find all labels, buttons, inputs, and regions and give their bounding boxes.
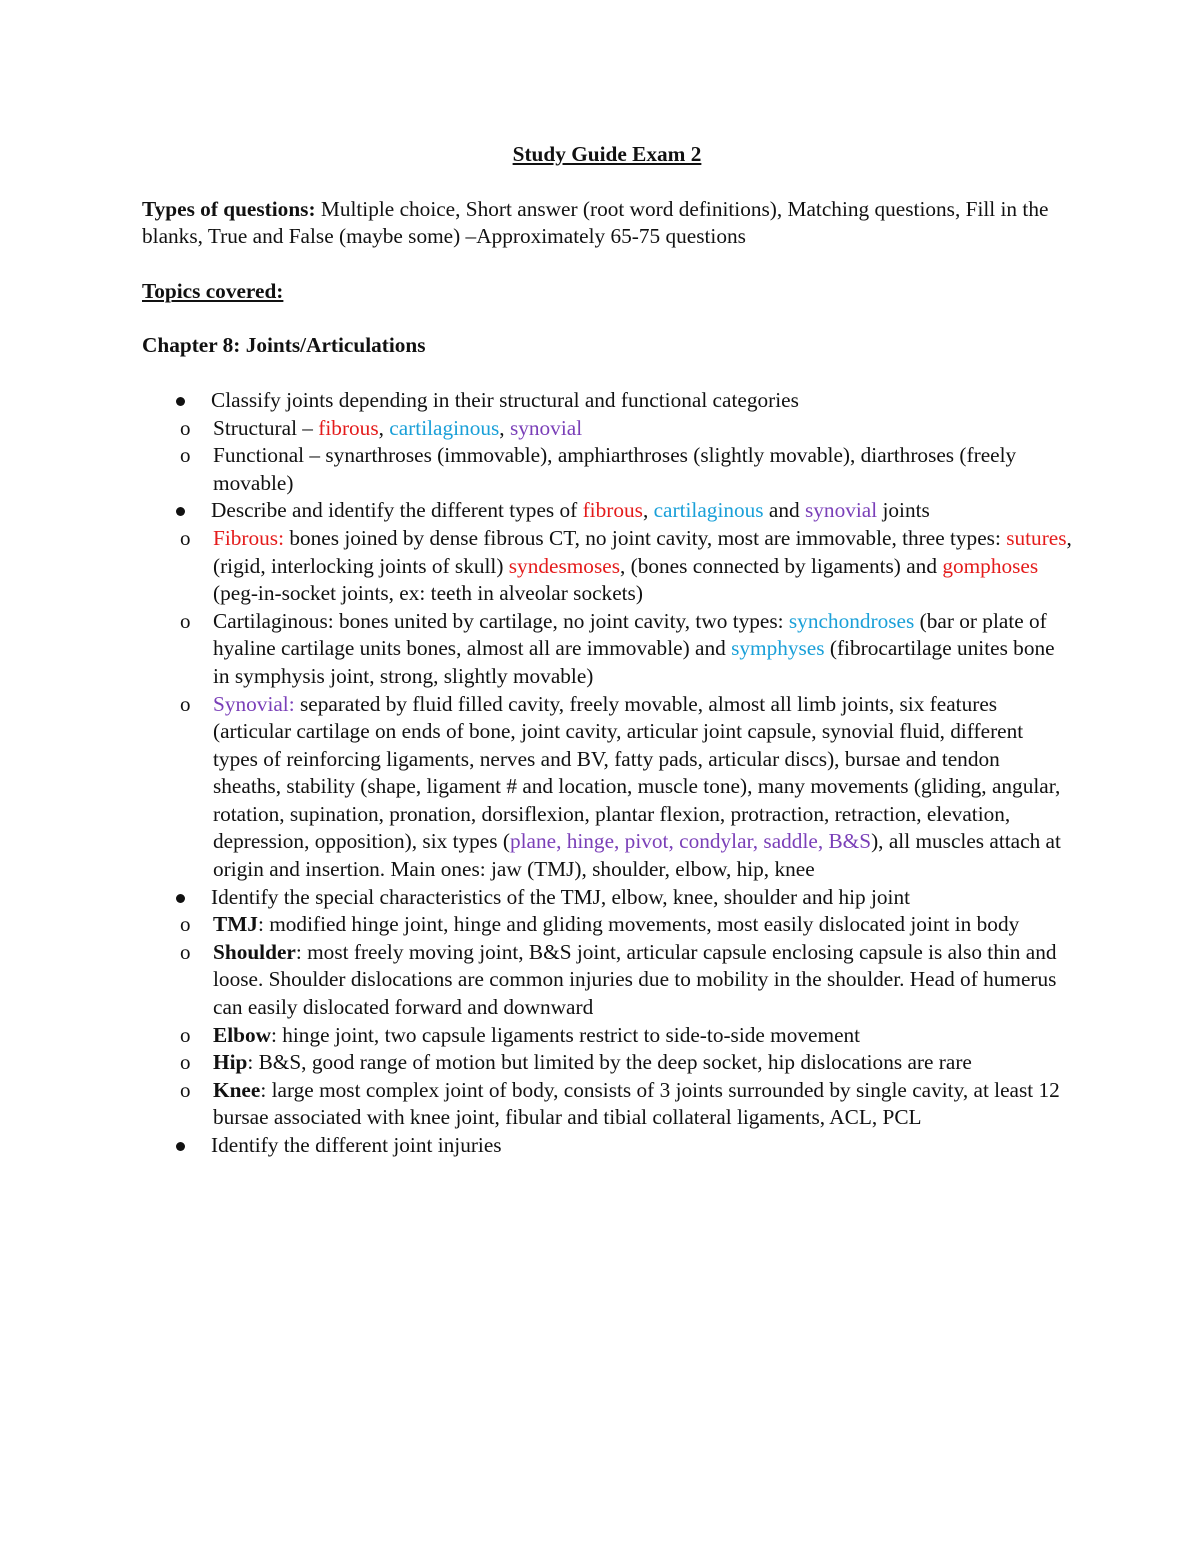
circle-bullet-icon: o [180, 912, 191, 937]
sub-list-item [143, 415, 1072, 443]
fibrous-text: , (bones connected by ligaments) and [619, 553, 943, 578]
types-label: Types of questions: [142, 196, 316, 221]
list-item-text: joints [877, 498, 930, 523]
cartilaginous-text: Cartilaginous: bones united by cartilage, no joint cavity, two types: [213, 608, 789, 633]
sub-list-item [143, 1022, 1072, 1050]
joint-text: : hinge joint, two capsule ligaments restrict to side-to-side movement [271, 1022, 861, 1047]
circle-bullet-icon: o [180, 525, 191, 550]
fibrous-term: fibrous [318, 415, 379, 440]
synovial-term: synovial [805, 498, 878, 523]
circle-bullet-icon: o [180, 608, 191, 633]
list-item [142, 1132, 1072, 1160]
fibrous-label: Fibrous: [213, 525, 285, 550]
circle-bullet-icon: o [180, 1050, 191, 1075]
bullet-icon [176, 894, 185, 903]
circle-bullet-icon: o [180, 1077, 191, 1102]
sub-list [180, 911, 1072, 1132]
circle-bullet-icon: o [180, 415, 191, 440]
document-body [142, 141, 1072, 1160]
sub-list-item [143, 1049, 1072, 1077]
bullet-icon [176, 1142, 185, 1151]
chapter-heading: Chapter 8: Joints/Articulations [142, 333, 426, 358]
sub-list-item [143, 691, 1072, 884]
structural-label: Structural – [213, 415, 319, 440]
synovial-text: separated by fluid filled cavity, freely movable, almost all limb joints, six features (articular cartilage on ends of bone, joint cavity, articular joint capsule, synovial fluid, different types of reinforcing ligaments, nerves and BV, fatty pads, articular discs), bursae and tendon sheaths, stability (shape, ligament # and location, muscle tone), many movements (gliding, angular, rotation, supination, pronation, dorsiflexion, plantar flexion, protraction, retraction, elevation, depression, opposition), six types ( [213, 691, 1061, 854]
bullet-icon [176, 397, 185, 406]
fibrous-text: bones joined by dense fibrous CT, no joint cavity, most are immovable, three types: [284, 525, 1007, 550]
sub-list-item [143, 608, 1072, 691]
circle-bullet-icon: o [180, 691, 191, 716]
bullet-icon [176, 507, 185, 516]
sub-list [180, 525, 1072, 884]
sub-list-item [143, 442, 1072, 497]
joint-text: : modified hinge joint, hinge and gliding movements, most easily dislocated joint in body [257, 912, 1020, 937]
functional-text: Functional – synarthroses (immovable), amphiarthroses (slightly movable), diarthroses (freely movable) [213, 443, 1017, 495]
cartilaginous-term: cartilaginous [389, 415, 500, 440]
sub-list-item [143, 911, 1072, 939]
topics-heading: Topics covered: [142, 278, 284, 303]
types-text: Multiple choice, Short answer (root word definitions), Matching questions, Fill in the blanks, True and False (maybe some) –Approximately 65-75 questions [142, 196, 1049, 249]
list-item [142, 497, 1072, 883]
circle-bullet-icon: o [180, 1022, 191, 1047]
syndesmoses-term: syndesmoses [508, 553, 620, 578]
cartilaginous-text: (bar or plate of hyaline cartilage units bones, almost all are immovable) and [213, 608, 1047, 661]
joint-name: Knee [213, 1077, 261, 1102]
sutures-term: sutures [1006, 525, 1067, 550]
sub-list-item [143, 1077, 1072, 1132]
joint-text: : large most complex joint of body, consists of 3 joints surrounded by single cavity, at least 12 bursae associated with knee joint, fibular and tibial collateral ligaments, ACL, PCL [213, 1077, 1060, 1130]
list-item [142, 884, 1072, 1132]
sub-list-item [143, 525, 1072, 608]
separator: , [642, 498, 654, 523]
synovial-types: plane, hinge, pivot, condylar, saddle, B&S [509, 829, 872, 854]
circle-bullet-icon: o [180, 939, 191, 964]
list-item-text: Describe and identify the different types of [211, 498, 583, 523]
joint-text: : B&S, good range of motion but limited by the deep socket, hip dislocations are rare [247, 1050, 972, 1075]
cartilaginous-text: (fibrocartilage unites bone in symphysis joint, strong, slightly movable) [213, 636, 1055, 688]
joint-name: Hip [213, 1050, 248, 1075]
symphyses-term: symphyses [731, 636, 825, 661]
fibrous-text: , (rigid, interlocking joints of skull) [213, 525, 1072, 578]
synovial-text: ), all muscles attach at origin and insertion. Main ones: jaw (TMJ), shoulder, elbow, hip, knee [213, 829, 1061, 882]
joint-name: TMJ [213, 912, 258, 937]
page-title: Study Guide Exam 2 [512, 142, 702, 166]
synovial-label: Synovial: [213, 691, 295, 716]
joint-name: Elbow [213, 1022, 271, 1047]
fibrous-text: (peg-in-socket joints, ex: teeth in alveolar sockets) [213, 581, 643, 606]
separator: , [499, 415, 510, 440]
joint-name: Shoulder [213, 939, 296, 964]
list-item-text: Identify the special characteristics of the TMJ, elbow, knee, shoulder and hip joint [211, 884, 911, 909]
sub-list-item [143, 939, 1072, 1022]
separator: and [763, 498, 805, 523]
list-item [142, 387, 1072, 497]
list-item-text: Identify the different joint injuries [211, 1133, 502, 1157]
fibrous-term: fibrous [582, 498, 643, 523]
synovial-term: synovial [509, 415, 583, 440]
cartilaginous-term: cartilaginous [653, 498, 764, 523]
separator: , [378, 415, 390, 440]
types-paragraph [142, 196, 1072, 251]
topic-list [142, 387, 1072, 1160]
list-item-text: Classify joints depending in their structural and functional categories [211, 387, 799, 412]
joint-text: : most freely moving joint, B&S joint, articular capsule enclosing capsule is also thin and loose. Shoulder dislocations are common injuries due to mobility in the shoulder. Head of humerus can easily dislocated forward and downward [213, 939, 1057, 1020]
circle-bullet-icon: o [180, 443, 191, 468]
gomphoses-term: gomphoses [942, 553, 1039, 578]
sub-list [180, 415, 1072, 498]
synchondroses-term: synchondroses [788, 608, 915, 633]
